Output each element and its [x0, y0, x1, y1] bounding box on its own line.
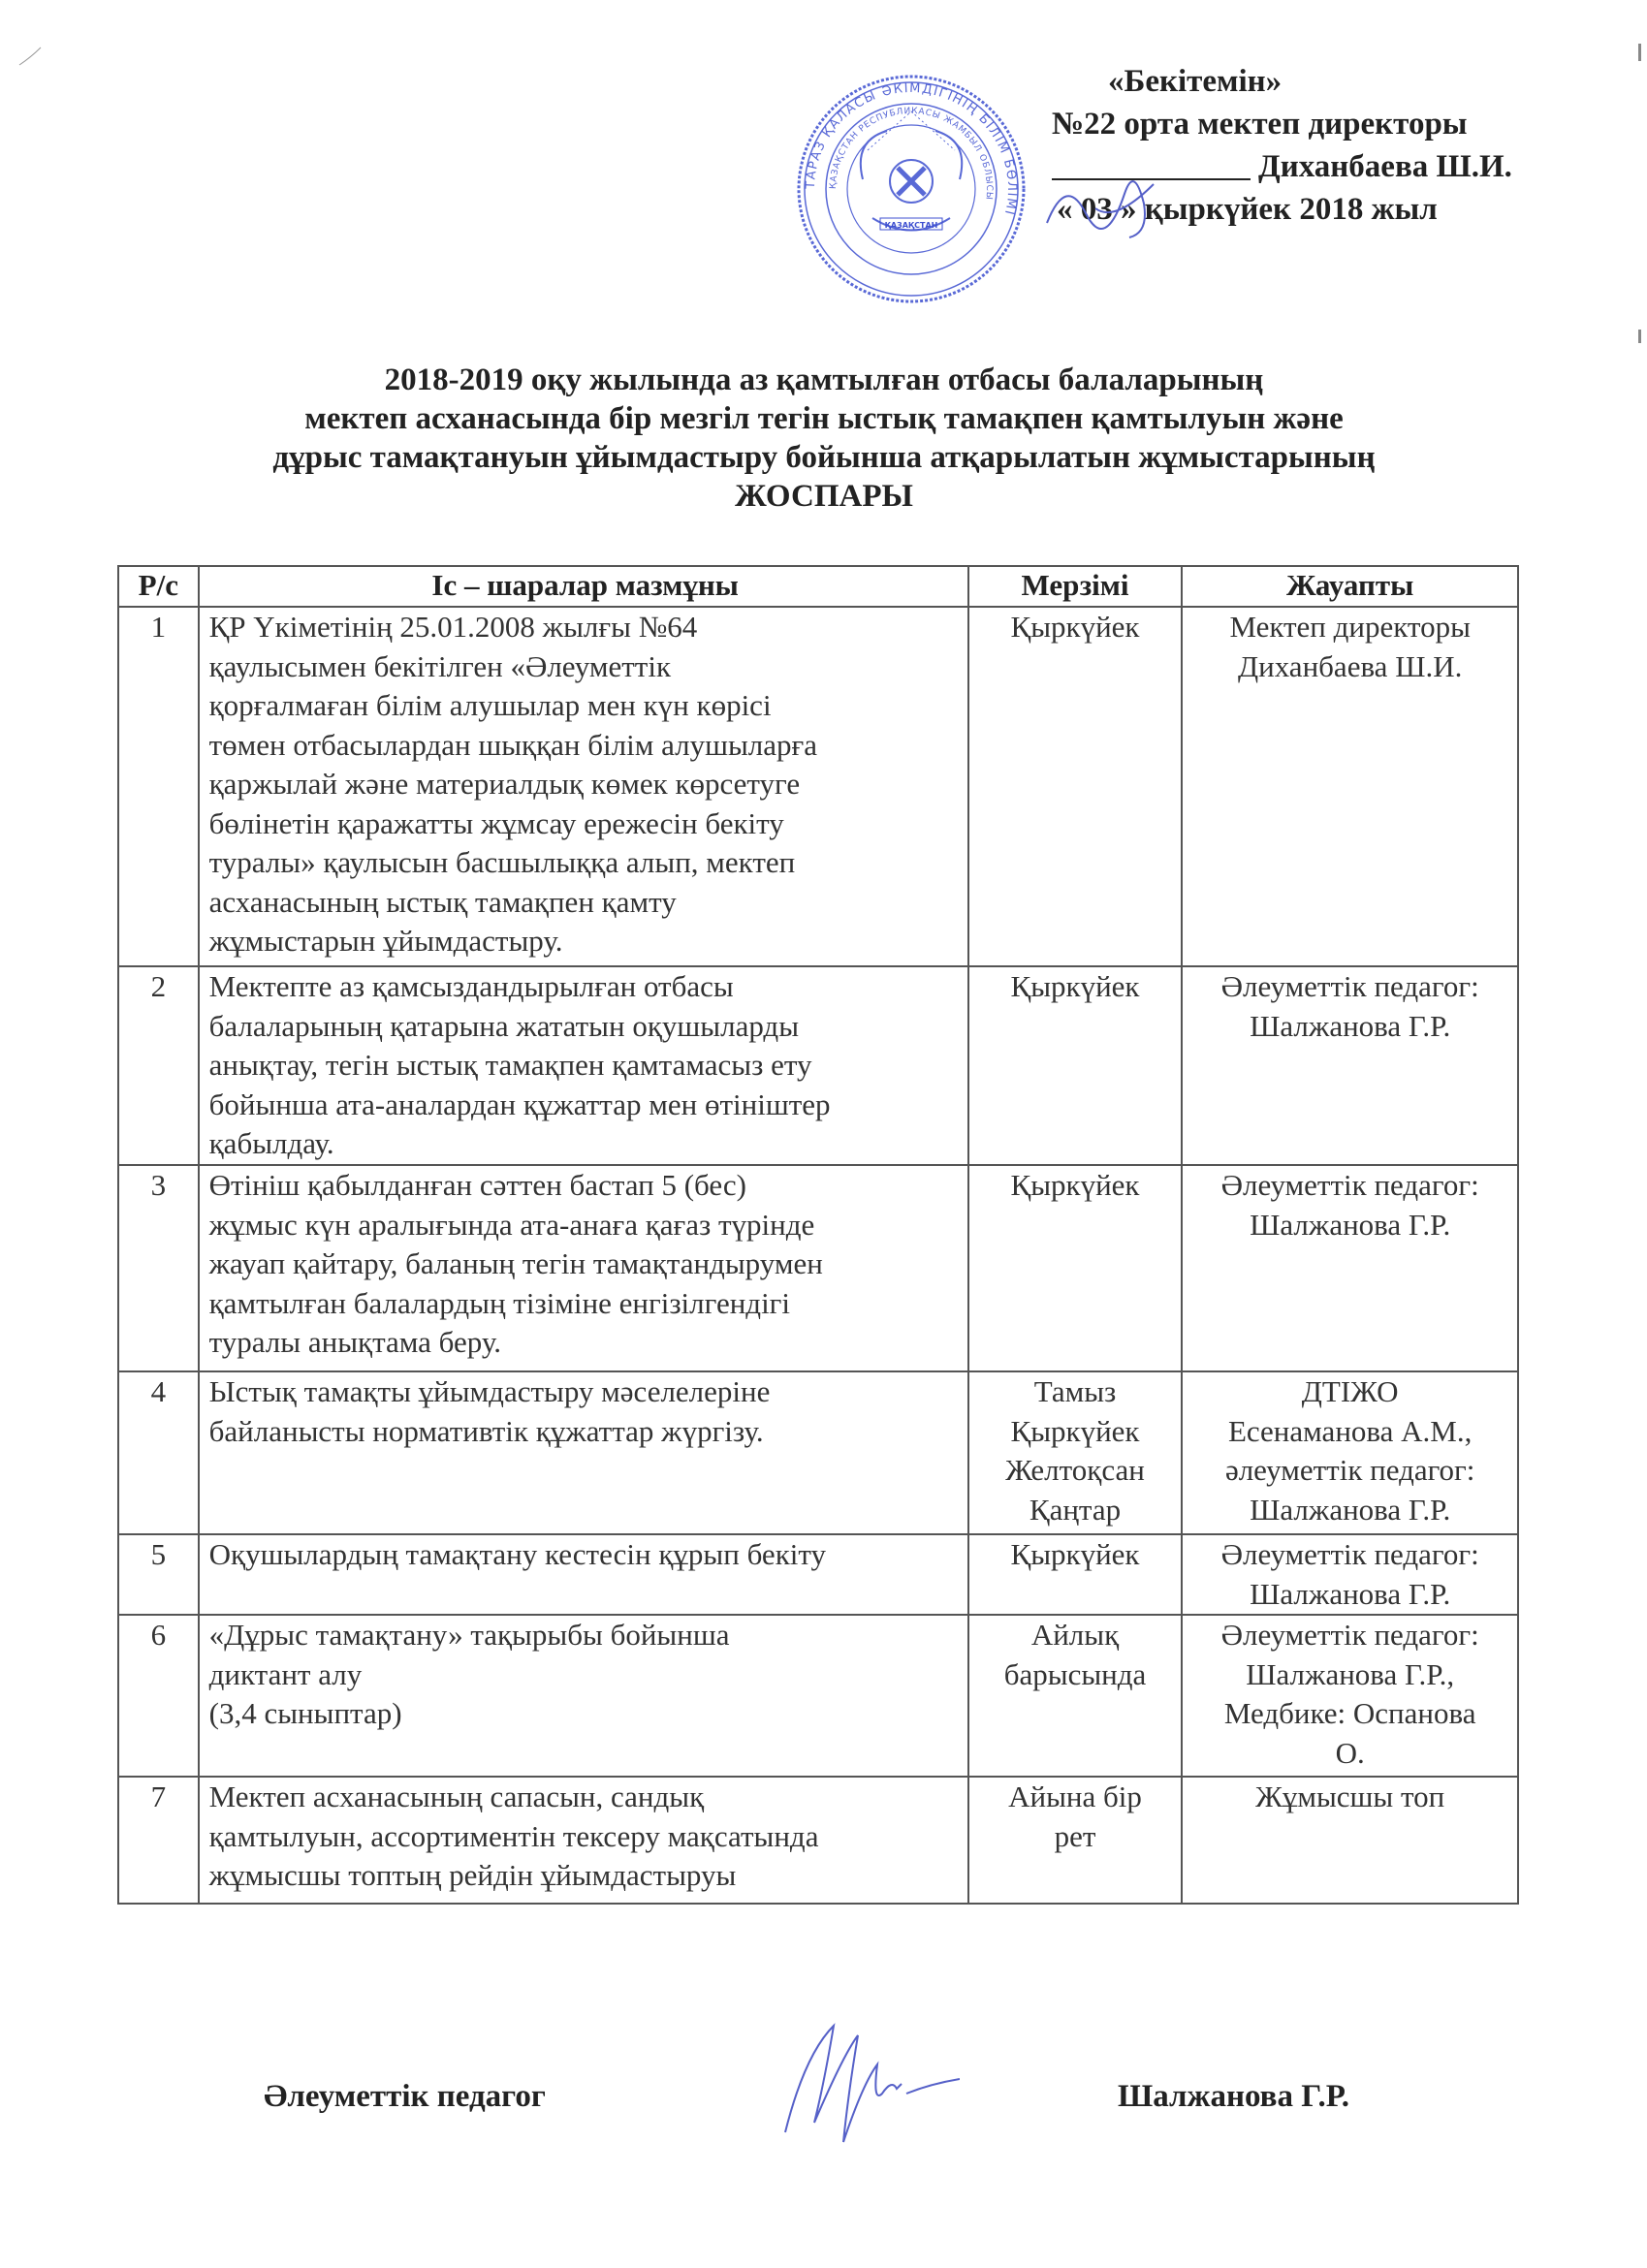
footer-name: Шалжанова Г.Р. — [1118, 2079, 1350, 2114]
row-number: 4 — [118, 1371, 199, 1534]
row-content-line: Мектепте аз қамсыздандырылған отбасы — [208, 969, 734, 1003]
director-name: Диханбаева Ш.И. — [1258, 149, 1512, 184]
row-content-line: қамтылуын, ассортиментін тексеру мақсатында — [208, 1818, 819, 1853]
row-content-line: Оқушылардың тамақтану кестесін құрып бекіту — [208, 1537, 827, 1571]
row-responsible — [1182, 1165, 1518, 1371]
header-number: Р/с — [118, 566, 199, 607]
row-responsible-line: ДТІЖО — [1301, 1374, 1399, 1408]
row-responsible-line: Әлеуметтік педагог: — [1220, 1537, 1479, 1571]
row-content-line: балаларының қатарына жататын оқушыларды — [208, 1008, 800, 1043]
svg-text:ҚАЗАҚСТАН РЕСПУБЛИКАСЫ ЖАМБЫЛ — [829, 107, 994, 201]
row-deadline — [968, 1165, 1183, 1371]
row-responsible-line: Әлеуметтік педагог: — [1220, 1168, 1479, 1202]
row-content-line: жұмыстарын ұйымдастыру. — [208, 924, 563, 958]
row-responsible-line: Шалжанова Г.Р. — [1250, 1207, 1451, 1242]
row-deadline-line: рет — [1054, 1818, 1096, 1853]
row-responsible-line: Шалжанова Г.Р., — [1246, 1656, 1455, 1691]
row-responsible-line: Медбике: Оспанова — [1223, 1696, 1476, 1730]
row-content-line: Ыстық тамақты ұйымдастыру мәселелеріне — [208, 1374, 771, 1408]
row-deadline-line: барысында — [1003, 1656, 1147, 1691]
row-deadline — [968, 1371, 1183, 1534]
row-number: 6 — [118, 1615, 199, 1777]
row-content — [199, 1534, 968, 1615]
document-title — [145, 361, 1503, 516]
row-content — [199, 1777, 968, 1904]
row-number: 1 — [118, 607, 199, 966]
title-line-4: ЖОСПАРЫ — [735, 479, 913, 514]
row-deadline-line: Қыркүйек — [1010, 1168, 1140, 1202]
stamp-outer-text: ТАРАЗ ҚАЛАСЫ ӘКІМДІГІНІҢ БІЛІМ БӨЛІМІ — [803, 80, 1020, 218]
table-row — [118, 1165, 1518, 1371]
row-content-line: бойынша ата-аналардан құжаттар мен өтініштер — [208, 1087, 831, 1121]
row-deadline-line: Қыркүйек — [1010, 1413, 1140, 1448]
row-content-line: «Дұрыс тамақтану» тақырыбы бойынша — [208, 1618, 730, 1652]
title-line-2: мектеп асханасында бір мезгіл тегін ыстық тамақпен қамтылуын және — [304, 401, 1344, 436]
edge-mark — [1638, 330, 1641, 343]
title-line-3: дұрыс тамақтануын ұйымдастыру бойынша атқарылатын жұмыстарының — [272, 440, 1376, 475]
row-content-line: жұмыс күн аралығында ата-анаға қағаз түрінде — [208, 1207, 815, 1242]
row-number: 7 — [118, 1777, 199, 1904]
row-responsible-line: Жұмысшы топ — [1255, 1780, 1445, 1813]
row-content-line: қабылдау. — [208, 1126, 334, 1160]
row-responsible-line: Есенаманова А.М., — [1227, 1413, 1473, 1448]
row-content-line: туралы анықтама беру. — [208, 1325, 502, 1359]
stamp-center-text: ҚАЗАҚСТАН — [884, 221, 938, 230]
row-responsible-line: Әлеуметтік педагог: — [1220, 969, 1479, 1003]
row-content-line: анықтау, тегін ыстық тамақпен қамтамасыз ету — [208, 1048, 812, 1082]
row-responsible — [1182, 966, 1518, 1165]
row-content-line: қамтылған балалардың тізіміне енгізілгендігі — [208, 1285, 791, 1320]
row-responsible-line: О. — [1335, 1735, 1365, 1770]
row-deadline-line: Айлық — [1030, 1618, 1120, 1652]
row-content — [199, 1615, 968, 1777]
row-responsible-line: Шалжанова Г.Р. — [1250, 1576, 1451, 1611]
row-responsible-line: Диханбаева Ш.И. — [1237, 648, 1463, 683]
row-responsible — [1182, 607, 1518, 966]
row-content-line: Мектеп асханасының сапасын, сандық — [208, 1780, 705, 1813]
row-deadline-line: Қыркүйек — [1010, 610, 1140, 644]
row-deadline-line: Тамыз — [1033, 1374, 1117, 1408]
row-content-line: (3,4 сыныптар) — [208, 1696, 402, 1730]
stamp-inner-text: ҚАЗАҚСТАН РЕСПУБЛИКАСЫ ЖАМБЫЛ ОБЛЫСЫ — [828, 106, 995, 201]
row-number: 5 — [118, 1534, 199, 1615]
row-content-line: Өтініш қабылданған сәттен бастап 5 (бес) — [208, 1168, 746, 1202]
row-deadline-line: Қыркүйек — [1010, 1537, 1140, 1571]
row-content-line: төмен отбасылардан шыққан білім алушыларға — [208, 727, 817, 762]
row-content-line: қаулысымен бекітілген «Әлеуметтік — [208, 648, 672, 683]
row-responsible-line: әлеуметтік педагог: — [1224, 1453, 1475, 1487]
row-responsible — [1182, 1371, 1518, 1534]
plan-table — [117, 565, 1519, 1905]
row-deadline — [968, 607, 1183, 966]
row-responsible-line: Әлеуметтік педагог: — [1220, 1618, 1479, 1652]
row-deadline — [968, 1777, 1183, 1904]
row-content-line: асханасының ыстық тамақпен қамту — [208, 884, 677, 919]
row-deadline — [968, 1615, 1183, 1777]
row-deadline-line: Айына бір — [1008, 1780, 1142, 1813]
header-deadline: Мерзімі — [968, 566, 1183, 607]
table-row — [118, 607, 1518, 966]
row-content-line: байланысты нормативтік құжаттар жүргізу. — [208, 1413, 764, 1448]
row-content-line: ҚР Үкіметінің 25.01.2008 жылғы №64 — [208, 610, 698, 644]
row-content — [199, 607, 968, 966]
row-number: 3 — [118, 1165, 199, 1371]
approval-heading: «Бекітемін» — [1108, 64, 1283, 99]
table-row — [118, 1615, 1518, 1777]
row-deadline — [968, 1534, 1183, 1615]
approval-date: « 03 » қыркүйек 2018 жыл — [1057, 192, 1438, 227]
header-content: Іс – шаралар мазмұны — [199, 566, 968, 607]
approval-position: №22 орта мектеп директоры — [1052, 107, 1468, 142]
pedagogue-signature-icon — [766, 1997, 960, 2152]
official-stamp-icon — [795, 73, 1028, 305]
row-responsible — [1182, 1615, 1518, 1777]
row-number: 2 — [118, 966, 199, 1165]
scan-mark-icon — [17, 44, 47, 73]
table-row — [118, 1534, 1518, 1615]
row-content-line: жұмысшы топтың рейдін ұйымдастыруы — [208, 1858, 737, 1892]
table-row — [118, 966, 1518, 1165]
row-content-line: туралы» қаулысын басшылыққа алып, мектеп — [208, 845, 796, 879]
row-content — [199, 1371, 968, 1534]
header-responsible: Жауапты — [1182, 566, 1518, 607]
footer-position: Әлеуметтік педагог — [264, 2079, 546, 2114]
row-responsible — [1182, 1534, 1518, 1615]
row-content-line: жауап қайтару, баланың тегін тамақтандырумен — [208, 1246, 823, 1280]
edge-mark — [1638, 44, 1641, 61]
table-header-row — [118, 566, 1518, 607]
row-content — [199, 966, 968, 1165]
row-deadline-line: Қаңтар — [1029, 1492, 1122, 1527]
row-deadline-line: Желтоқсан — [1005, 1453, 1145, 1487]
row-deadline-line: Қыркүйек — [1010, 969, 1140, 1003]
row-content-line: диктант алу — [208, 1656, 363, 1691]
director-signature-icon — [1037, 155, 1183, 242]
row-content-line: қаржылай және материалдық көмек көрсетуге — [208, 767, 801, 801]
table-row — [118, 1371, 1518, 1534]
row-responsible-line: Шалжанова Г.Р. — [1250, 1008, 1451, 1043]
row-responsible-line: Мектеп директоры — [1229, 610, 1471, 644]
title-line-1: 2018-2019 оқу жылында аз қамтылған отбасы балаларының — [384, 362, 1264, 397]
row-content — [199, 1165, 968, 1371]
table-row — [118, 1777, 1518, 1904]
row-responsible-line: Шалжанова Г.Р. — [1250, 1492, 1451, 1527]
row-content-line: бөлінетін қаражатты жұмсау ережесін бекіту — [208, 805, 784, 840]
row-content-line: қорғалмаған білім алушылар мен күн көрісі — [208, 688, 772, 722]
row-responsible — [1182, 1777, 1518, 1904]
row-deadline — [968, 966, 1183, 1165]
